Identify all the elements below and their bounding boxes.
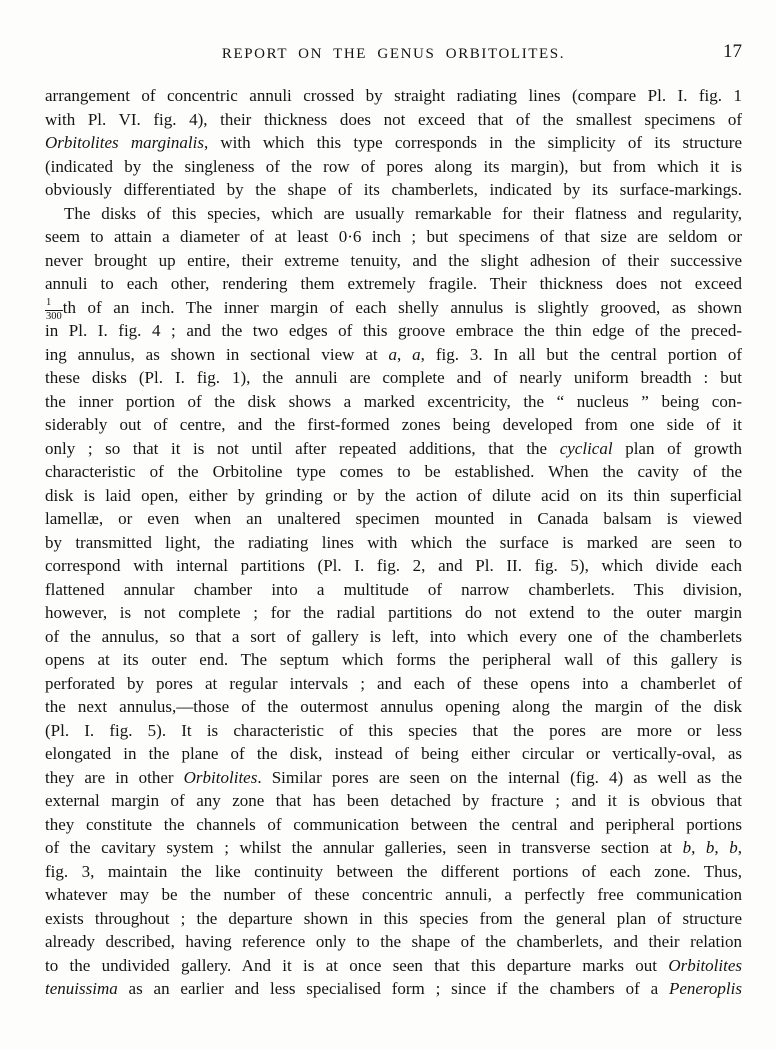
text-segment: the inner portion of the disk shows a marked excentricity, the “ nucleus ” being con- [45,391,742,411]
text-line [45,225,742,249]
text-line [45,789,742,813]
text-segment: perforated by pores at regular intervals ; and each of these opens into a chamberlet of [45,673,742,693]
italic-term: a [388,344,398,364]
text-line [45,249,742,273]
text-line [45,954,742,978]
text-line [45,766,742,790]
text-line [45,272,742,296]
text-segment: The disks of this species, which are usually remarkable for their flatness and regularity, [64,203,742,223]
page-header [45,41,742,66]
text-line [45,813,742,837]
italic-term: Orbitolites marginalis [45,133,204,152]
text-line [45,531,742,555]
text-segment: they are in other [45,767,184,787]
text-segment: never brought up entire, their extreme tenuity, and the slight adhesion of their successive [45,250,742,270]
page-number: 17 [723,41,742,62]
text-line [45,601,742,625]
text-segment: however, is not complete ; for the radial partitions do not extend to the outer margin [45,603,742,622]
text-segment: seem to attain a diameter of at least 0·6 inch ; but specimens of that size are seldom or [45,227,742,246]
text-line [45,578,742,602]
text-line [45,155,742,179]
text-line [45,883,742,907]
text-segment: elongated in the plane of the disk, instead of being either circular or vertically-oval, as [45,744,742,763]
text-segment: of the annulus, so that a sort of gallery is left, into which every one of the chamberlets [45,626,742,646]
italic-term: Peneroplis [668,979,742,998]
text-segment: external margin of any zone that has been detached by fracture ; and it is obvious that [45,791,742,810]
text-segment: , [714,838,730,857]
text-line [45,437,742,461]
italic-term: b [682,838,692,857]
running-title: REPORT ON THE GENUS ORBITOLITES. [221,46,566,62]
italic-term: a [412,344,421,364]
italic-term: tenuissima [45,979,118,998]
text-segment: in Pl. I. fig. 4 ; and the two edges of this groove embrace the thin edge of the preced- [45,321,742,340]
text-line [45,507,742,531]
text-segment: correspond with internal partitions (Pl. I. fig. 2, and Pl. II. fig. 5), which divide each [45,556,742,575]
text-segment: , [691,838,706,857]
text-segment: to the undivided gallery. And it is at once seen that this departure marks out [45,955,669,975]
text-line [45,178,742,202]
text-line [45,108,742,132]
text-segment: of the cavitary system ; whilst the annular galleries, seen in transverse section at [45,838,683,857]
text-segment: , fig. 3. In all but the central portion of [420,344,742,364]
text-line [45,860,742,884]
text-segment: plan of growth [612,438,742,458]
text-segment: characteristic of the Orbitoline type comes to be established. When the cavity of the [45,462,742,481]
text-segment: siderably out of centre, and the first-formed zones being developed from one side of it [45,415,742,434]
text-segment: , [737,838,742,857]
text-line [45,907,742,931]
text-segment: these disks (Pl. I. fig. 1), the annuli are complete and of nearly uniform breadth : but [45,368,742,387]
text-segment: obviously differentiated by the shape of its chamberlets, indicated by its surface-markings. [45,180,742,199]
text-segment: with Pl. VI. fig. 4), their thickness does not exceed that of the smallest specimens of [45,109,742,129]
page-body [45,84,742,1001]
text-line [45,930,742,954]
text-segment: they constitute the channels of communication between the central and peripheral portions [45,814,742,834]
text-line [45,390,742,414]
text-line [45,319,742,343]
text-segment: only ; so that it is not until after repeated additions, that the [45,438,560,458]
text-line [45,460,742,484]
text-segment: already described, having reference only to the shape of the chamberlets, and their relation [45,932,742,951]
text-line [45,695,742,719]
text-segment: disk is laid open, either by grinding or by the action of dilute acid on its thin superficial [45,485,742,505]
text-line [45,554,742,578]
text-segment: exists throughout ; the departure shown in this species from the general plan of structure [45,908,742,928]
text-segment: (Pl. I. fig. 5). It is characteristic of this species that the pores are more or less [45,720,742,740]
text-segment: (indicated by the singleness of the row of pores along its margin), but from which it is [45,156,742,176]
text-segment: , with which this type corresponds in the simplicity of its structure [203,133,742,152]
italic-term: cyclical [559,438,613,458]
text-line [45,836,742,860]
italic-term: b [705,838,715,857]
text-line [45,484,742,508]
text-line [45,343,742,367]
text-line [45,625,742,649]
italic-term: b [729,838,738,857]
text-line [45,742,742,766]
text-line [45,977,742,1001]
text-segment: by transmitted light, the radiating lines with which the surface is marked are seen to [45,532,742,552]
text-segment: as an earlier and less specialised form ; since if the chambers of a [117,979,669,998]
text-line [45,366,742,390]
italic-term: Orbitolites [668,955,742,975]
text-line [45,719,742,743]
text-segment: fig. 3, maintain the like continuity between the different portions of each zone. Thus, [45,861,742,881]
text-segment: flattened annular chamber into a multitude of narrow chamberlets. This division, [45,579,742,599]
text-segment: , [397,344,413,364]
text-segment: opens at its outer end. The septum which forms the peripheral wall of this gallery is [45,650,742,669]
text-line [45,648,742,672]
paragraph [45,84,742,202]
text-segment: the next annulus,—those of the outermost annulus opening along the margin of the disk [45,697,742,716]
italic-term: Orbitolites [183,767,258,787]
inline-fraction: $\frac{1}{300}$ [45,298,63,319]
text-line [45,413,742,437]
text-line [45,131,742,155]
text-segment: th of an inch. The inner margin of each shelly annulus is slightly grooved, as shown [62,297,742,317]
text-segment: lamellæ, or even when an unaltered specimen mounted in Canada balsam is viewed [45,509,742,528]
text-line [45,296,742,320]
text-line [45,202,742,226]
text-segment: ing annulus, as shown in sectional view at [45,344,389,364]
text-segment: . Similar pores are seen on the internal (fig. 4) as well as the [257,767,742,787]
text-segment: arrangement of concentric annuli crossed by straight radiating lines (compare Pl. I. fig. 1 [45,86,742,105]
text-segment: whatever may be the number of these concentric annuli, a perfectly free communication [45,885,742,904]
text-segment: annuli to each other, rendering them extremely fragile. Their thickness does not exceed [45,274,742,293]
text-line [45,84,742,108]
paragraph [45,202,742,1001]
text-line [45,672,742,696]
